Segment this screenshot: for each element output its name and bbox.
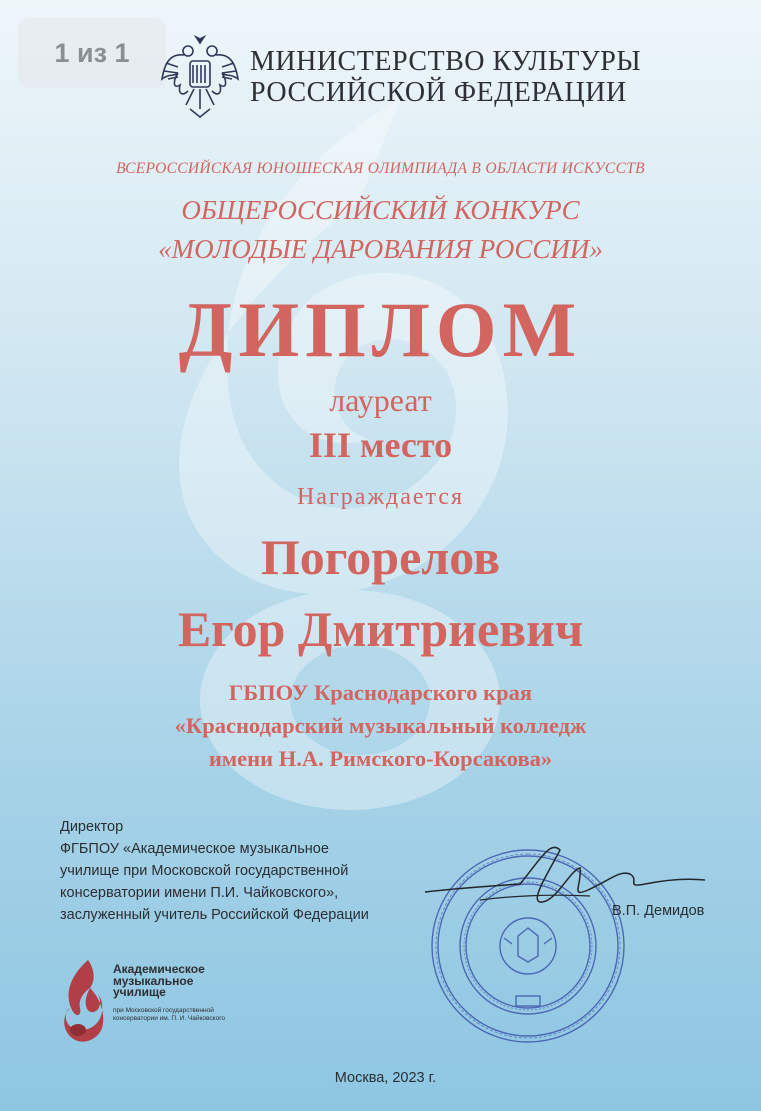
place-date: Москва, 2023 г. <box>334 1070 437 1086</box>
logo-sub-line1: при Московской государственной <box>113 1007 214 1014</box>
olympiad-title: ВСЕРОССИЙСКАЯ ЮНОШЕСКАЯ ОЛИМПИАДА В ОБЛАСТИ ИСКУССТВ <box>116 160 645 177</box>
organization-line3: имени Н.А. Римского-Корсакова» <box>208 746 553 771</box>
ministry-line1: МИНИСТЕРСТВО КУЛЬТУРЫ <box>250 46 642 77</box>
double-headed-eagle-icon <box>160 33 240 121</box>
organization-line1: ГБПОУ Краснодарского края <box>228 680 533 705</box>
director-honor: заслуженный учитель Российской Федерации <box>60 907 369 923</box>
place-label: III место <box>308 425 453 465</box>
logo-title-line2: музыкальное <box>113 973 194 988</box>
organization-line2: «Краснодарский музыкальный колледж <box>174 713 587 738</box>
flame-logo-icon <box>60 958 105 1044</box>
director-title: Директор <box>60 819 124 835</box>
director-block <box>60 816 369 926</box>
director-org-line2: училище при Московской государственной <box>60 863 349 879</box>
logo-sub-line2: консерватории им. П. И. Чайковского <box>113 1015 226 1022</box>
contest-title-line1: ОБЩЕРОССИЙСКИЙ КОНКУРС <box>181 195 580 225</box>
ministry-header <box>160 32 641 122</box>
ministry-line2: РОССИЙСКОЙ ФЕДЕРАЦИИ <box>250 77 627 108</box>
laureate-label: лауреат <box>329 382 432 418</box>
contest-title-line2: «МОЛОДЫЕ ДАРОВАНИЯ РОССИИ» <box>158 234 603 264</box>
awarded-label: Награждается <box>296 484 465 510</box>
logo-title-line1: Академическое <box>113 962 205 976</box>
diploma-title: ДИПЛОМ <box>178 286 583 373</box>
logo-title-line3: училище <box>113 985 166 999</box>
director-org-line1: ФГБПОУ «Академическое музыкальное <box>60 841 329 857</box>
recipient-given-names: Егор Дмитриевич <box>177 601 584 657</box>
director-org-line3: консерватории имени П.И. Чайковского», <box>60 885 339 901</box>
page-indicator: 1 из 1 <box>18 18 166 88</box>
recipient-surname: Погорелов <box>260 529 501 585</box>
signer-name: В.П. Демидов <box>612 903 705 919</box>
college-logo <box>60 958 250 1048</box>
